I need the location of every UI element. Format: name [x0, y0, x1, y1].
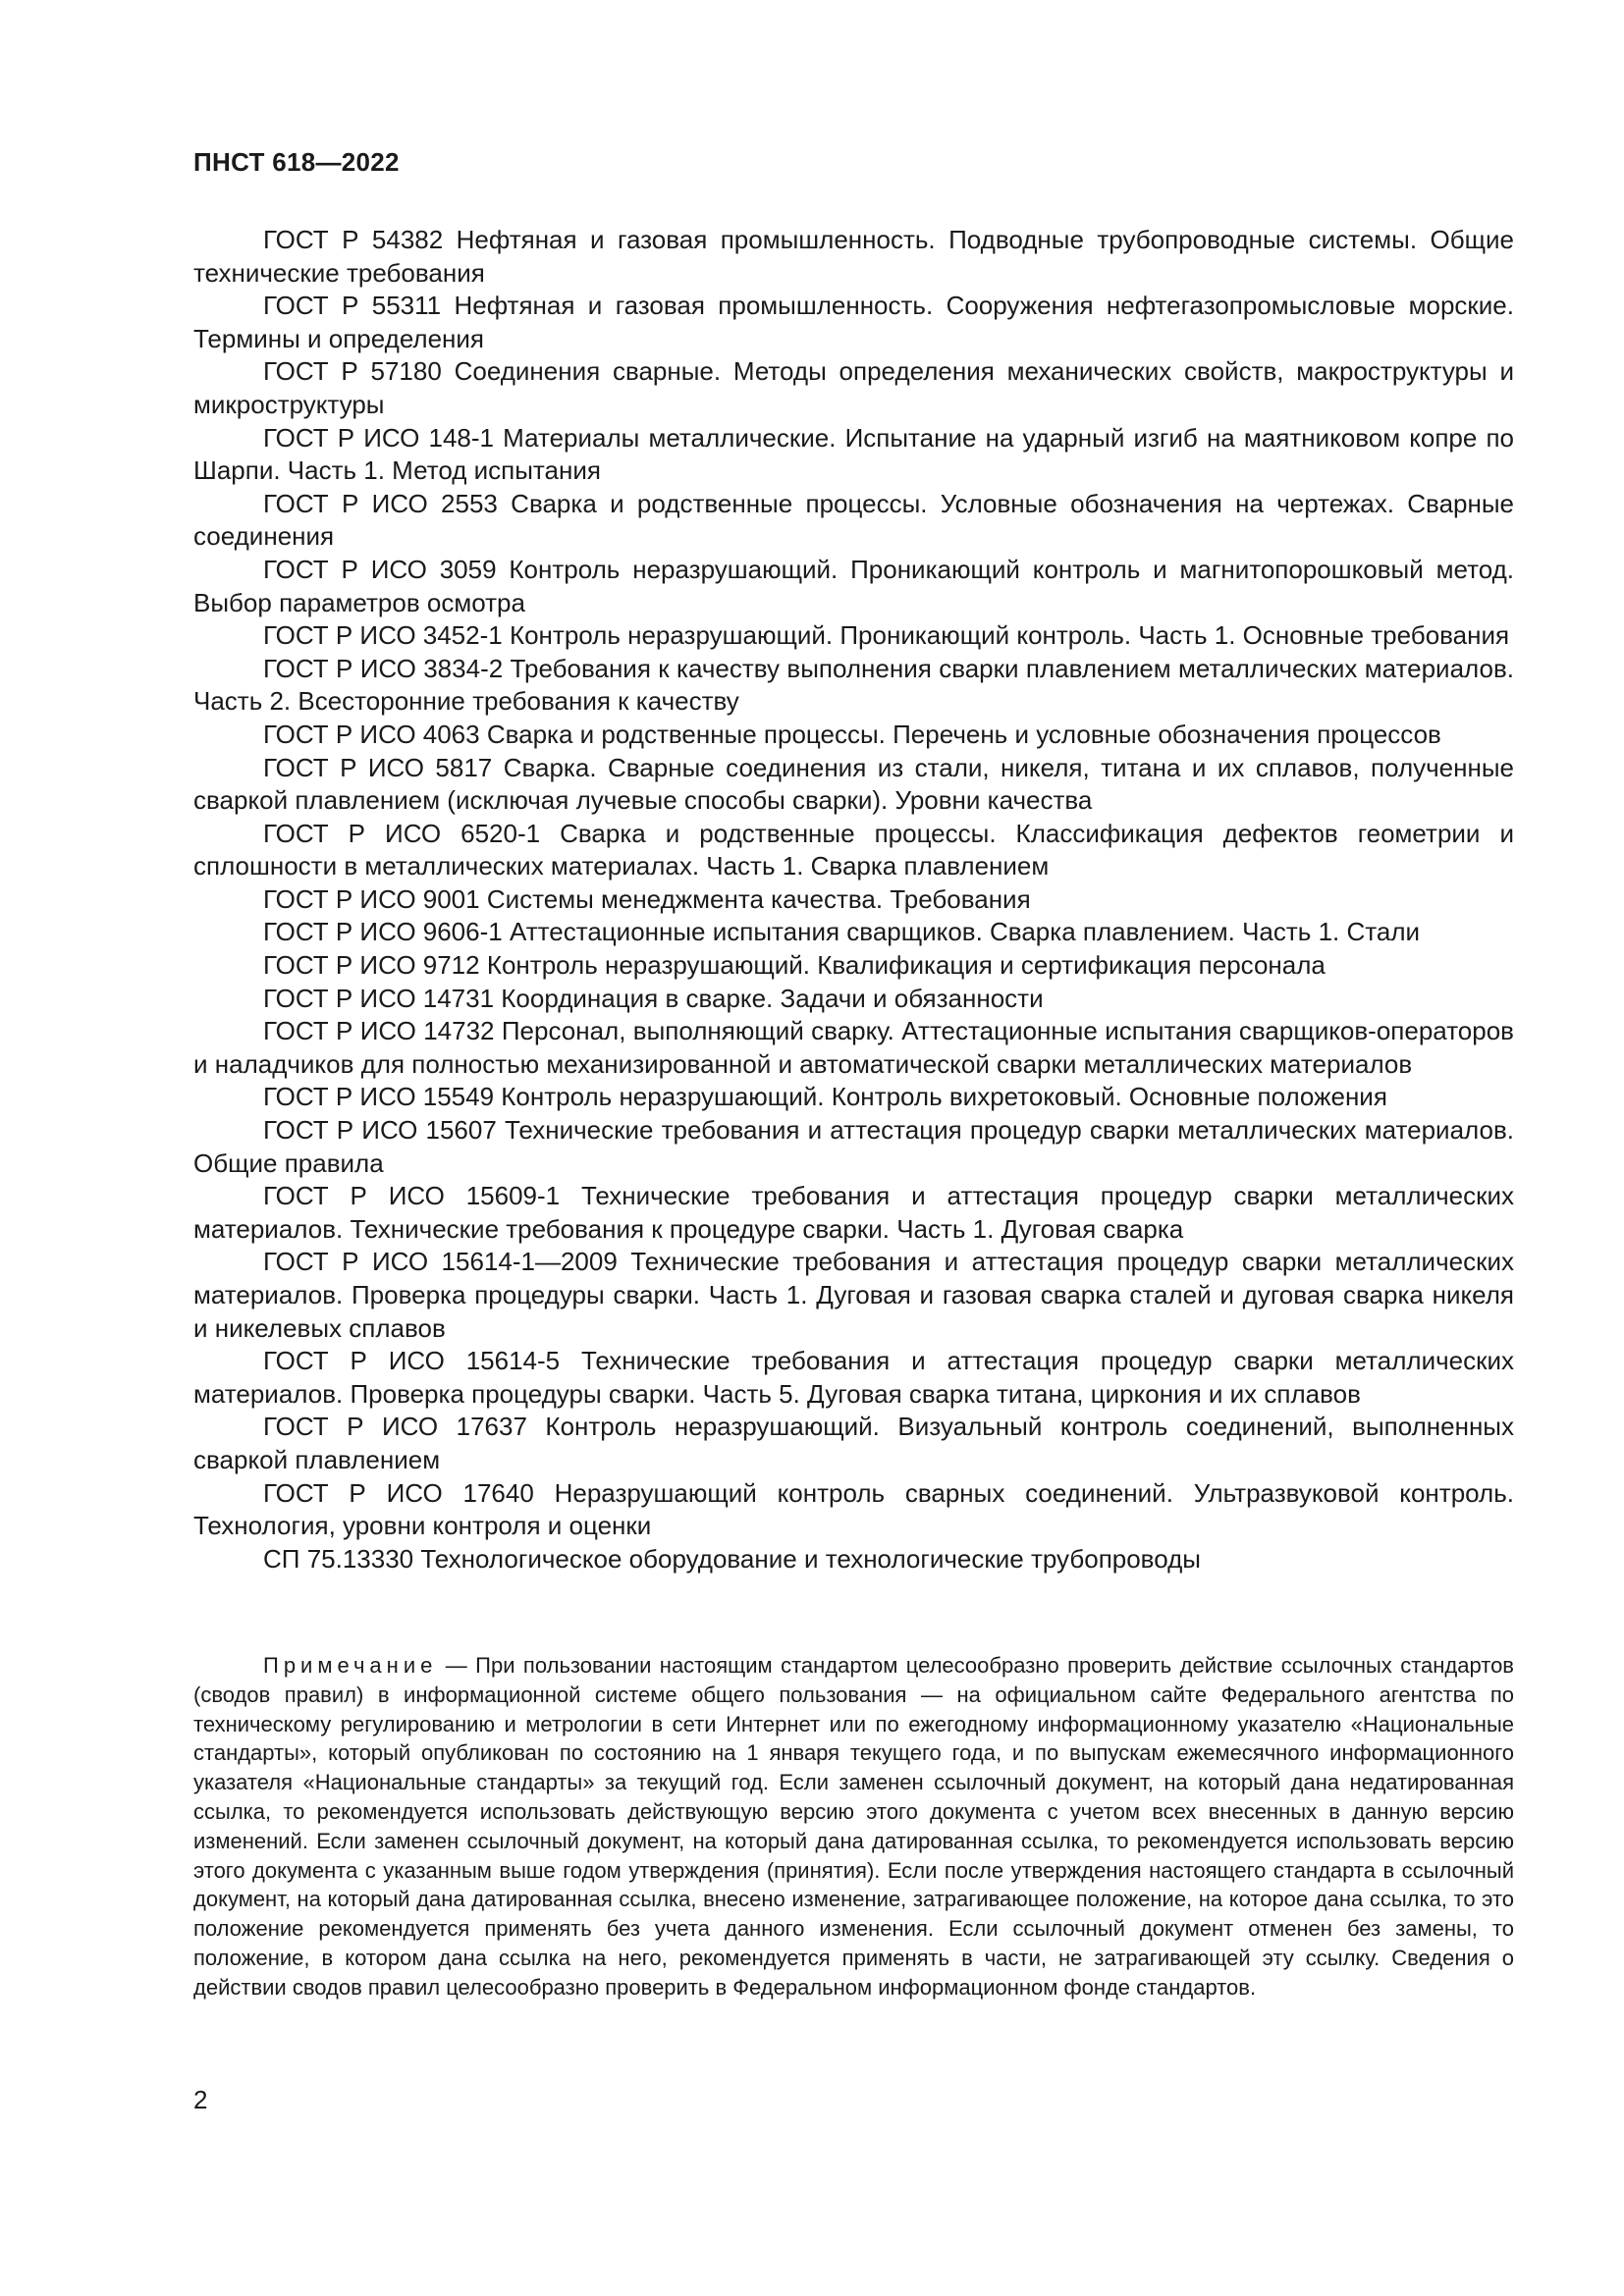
reference-item: ГОСТ Р ИСО 3059 Контроль неразрушающий. Проникающий контроль и магнитопорошковый метод. Выбор параметров осмотра [193, 554, 1514, 617]
reference-item: ГОСТ Р 54382 Нефтяная и газовая промышленность. Подводные трубопроводные системы. Общие технические требования [193, 225, 1514, 288]
reference-item: ГОСТ Р ИСО 3452-1 Контроль неразрушающий. Проникающий контроль. Часть 1. Основные требования [263, 620, 1510, 651]
reference-item: СП 75.13330 Технологическое оборудование и технологические трубопроводы [263, 1543, 1201, 1574]
reference-item: ГОСТ Р ИСО 14731 Координация в сварке. Задачи и обязанности [263, 983, 1044, 1013]
reference-item: ГОСТ Р ИСО 9001 Системы менеджмента качества. Требования [263, 883, 1031, 914]
reference-item: ГОСТ Р ИСО 9606-1 Аттестационные испытания сварщиков. Сварка плавлением. Часть 1. Стали [263, 917, 1421, 947]
reference-item: ГОСТ Р ИСО 17640 Неразрушающий контроль сварных соединений. Ультразвуковой контроль. Технология, уровни контроля и оценки [193, 1477, 1514, 1541]
reference-item: ГОСТ Р ИСО 148-1 Материалы металлические. Испытание на ударный изгиб на маятниковом копре по Шарпи. Часть 1. Метод испытания [193, 422, 1514, 486]
reference-item: ГОСТ Р 57180 Соединения сварные. Методы определения механических свойств, макроструктуры и микроструктуры [193, 356, 1514, 419]
note-paragraph [193, 1651, 1514, 2002]
reference-item: ГОСТ Р 55311 Нефтяная и газовая промышленность. Сооружения нефтегазопромысловые морские. Термины и определения [193, 291, 1514, 353]
reference-item: ГОСТ Р ИСО 15609-1 Технические требования и аттестация процедур сварки металлических материалов. Технические требования к процедуре сварки. Часть 1. Дуговая сварка [193, 1181, 1514, 1244]
normative-references-list [193, 224, 1514, 1575]
reference-item: ГОСТ Р ИСО 5817 Сварка. Сварные соединения из стали, никеля, титана и их сплавов, полученные сваркой плавлением (исключая лучевые способы сварки). Уровни качества [193, 752, 1514, 816]
note-label: Примечание [263, 1653, 438, 1678]
reference-item: ГОСТ Р ИСО 9712 Контроль неразрушающий. Квалификация и сертификация персонала [263, 950, 1326, 981]
page-number: 2 [193, 2085, 208, 2114]
reference-item: ГОСТ Р ИСО 15614-1—2009 Технические требования и аттестация процедур сварки металлических материалов. Проверка процедуры сварки. Часть 1. Дуговая и газовая сварка сталей и дуговая сварка никеля и никелевых сплавов [193, 1247, 1514, 1343]
reference-item: ГОСТ Р ИСО 4063 Сварка и родственные процессы. Перечень и условные обозначения процессов [263, 719, 1441, 749]
note-text: — При пользовании настоящим стандартом целесообразно проверить действие ссылочных стандартов (сводов правил) в информационной системе общего пользования — на официальном сайте Федерального агентства по техническому регулированию и метрологии в сети Интернет или по ежегодному информационному указателю «Национальные стандарты», который опубликован по состоянию на 1 января текущего года, и по выпускам ежемесячного информационного указателя «Национальные стандарты» за текущий год. Если заменен ссылочный документ, на который дана недатированная ссылка, то рекомендуется использовать действующую версию этого документа с учетом всех внесенных в данную версию изменений. Если заменен ссылочный документ, на который дана датированная ссылка, то рекомендуется использовать версию этого документа с указанным выше годом утверждения (принятия). Если после утверждения настоящего стандарта в ссылочный документ, на который дана датированная ссылка, внесено изменение, затрагивающее положение, на которое дана ссылка, то это положение рекомендуется применять без учета данного изменения. Если ссылочный документ отменен без замены, то положение, в котором дана ссылка на него, рекомендуется применять в части, не затрагивающей эту ссылку. Сведения о действии сводов правил целесообразно проверить в Федеральном информационном фонде стандартов. [193, 1653, 1514, 2000]
reference-item: ГОСТ Р ИСО 6520-1 Сварка и родственные процессы. Классификация дефектов геометрии и сплошности в металлических материалах. Часть 1. Сварка плавлением [193, 818, 1514, 881]
reference-item: ГОСТ Р ИСО 3834-2 Требования к качеству выполнения сварки плавлением металлических материалов. Часть 2. Всесторонние требования к качеству [193, 653, 1514, 717]
reference-item: ГОСТ Р ИСО 17637 Контроль неразрушающий. Визуальный контроль соединений, выполненных сваркой плавлением [193, 1412, 1514, 1474]
reference-item: ГОСТ Р ИСО 2553 Сварка и родственные процессы. Условные обозначения на чертежах. Сварные соединения [193, 488, 1514, 552]
reference-item: ГОСТ Р ИСО 15607 Технические требования и аттестация процедур сварки металлических материалов. Общие правила [193, 1115, 1514, 1178]
reference-item: ГОСТ Р ИСО 15614-5 Технические требования и аттестация процедур сварки металлических материалов. Проверка процедуры сварки. Часть 5. Дуговая сварка титана, циркония и их сплавов [193, 1346, 1514, 1409]
reference-item: ГОСТ Р ИСО 14732 Персонал, выполняющий сварку. Аттестационные испытания сварщиков-операторов и наладчиков для полностью механизированной и автоматической сварки металлических материалов [193, 1016, 1514, 1079]
document-code-header: ПНСТ 618—2022 [193, 147, 400, 177]
reference-item: ГОСТ Р ИСО 15549 Контроль неразрушающий. Контроль вихретоковый. Основные положения [263, 1082, 1387, 1112]
